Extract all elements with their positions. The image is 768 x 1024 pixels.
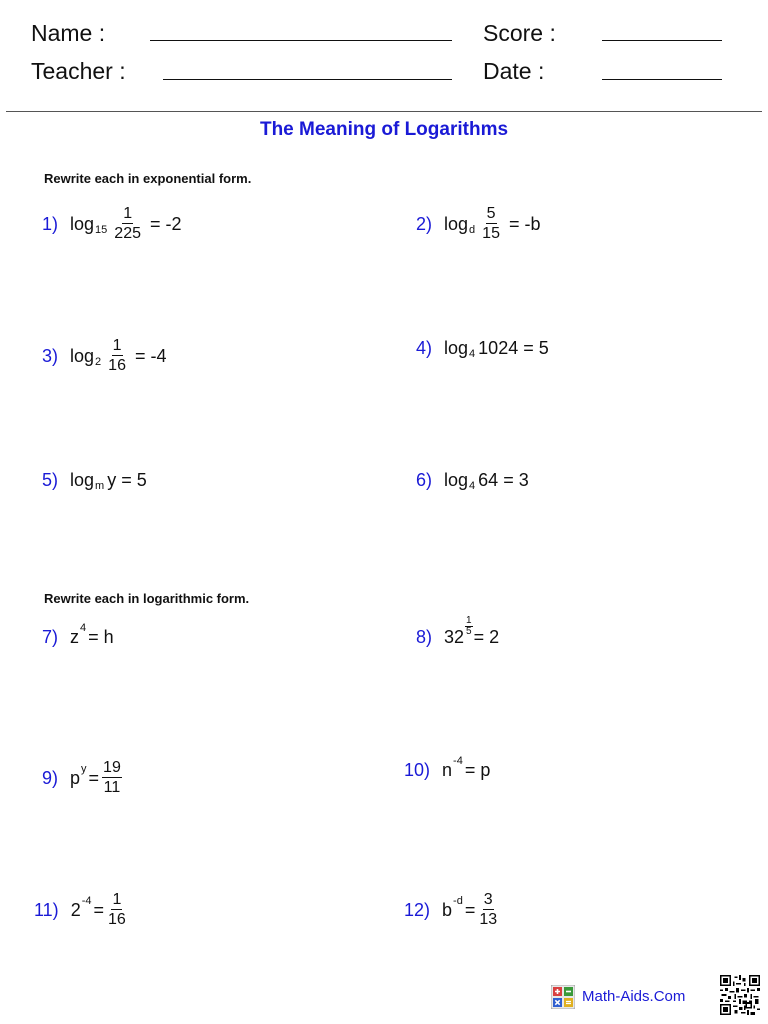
fraction-numerator: 3 (483, 891, 493, 908)
problem-5 (42, 469, 147, 491)
log-word: log (70, 345, 95, 366)
fraction-denominator: 225 (114, 225, 141, 242)
log-base: 4 (469, 480, 476, 492)
rhs-fraction (102, 759, 122, 796)
problem-number: 1) (42, 213, 59, 234)
problem-number: 9) (42, 767, 59, 788)
problem-8 (416, 614, 500, 648)
fraction-numerator: 1 (112, 891, 122, 908)
name-field-line[interactable] (150, 40, 452, 41)
problem-12 (404, 891, 501, 928)
log-argument: y (107, 470, 117, 490)
equation-rhs: = -2 (150, 213, 182, 234)
equation-rhs: = p (464, 760, 491, 780)
problem-number: 3) (42, 345, 59, 366)
problem-number: 7) (42, 627, 59, 647)
problem-6 (416, 469, 529, 491)
teacher-label: Teacher : (31, 58, 126, 84)
fraction-denominator: 16 (108, 911, 126, 928)
problem-3 (42, 337, 167, 374)
problem-10 (404, 755, 491, 781)
equation-rhs: = -b (508, 213, 541, 234)
log-word: log (70, 213, 95, 234)
fraction-numerator: 1 (466, 614, 472, 626)
fraction-denominator: 11 (103, 779, 121, 796)
date-label: Date : (483, 58, 545, 84)
equation-rhs: = 2 (473, 627, 500, 647)
footer-brand-link[interactable]: Math-Aids.Com (582, 988, 686, 1005)
log-base: 4 (469, 348, 476, 360)
problem-number: 11) (34, 899, 59, 920)
worksheet-title: The Meaning of Logarithms (259, 119, 509, 140)
log-base: 2 (95, 355, 102, 368)
log-base: d (469, 223, 476, 236)
section-instruction-exponential: Rewrite each in exponential form. (44, 171, 252, 186)
power-exponent: -4 (453, 755, 463, 767)
section-instruction-logarithmic: Rewrite each in logarithmic form. (44, 591, 250, 606)
problem-4 (416, 337, 549, 359)
log-argument: 64 (478, 470, 499, 490)
fraction-numerator: 19 (103, 759, 121, 776)
problem-number: 4) (416, 338, 433, 358)
problem-11 (34, 891, 130, 928)
problem-number: 5) (42, 470, 59, 490)
problem-7 (42, 622, 114, 648)
problem-number: 10) (404, 760, 431, 780)
header-divider (6, 111, 762, 112)
fraction-denominator: 13 (479, 911, 498, 928)
log-argument: 1024 (478, 338, 519, 358)
power-exponent: -4 (81, 894, 92, 907)
rhs-fraction (478, 891, 498, 928)
power-exponent: y (81, 762, 87, 775)
equation-rhs: = -4 (134, 345, 167, 366)
equation-rhs: = 3 (503, 470, 529, 490)
power-exponent: -d (453, 894, 463, 907)
equals-sign: = (464, 899, 476, 920)
teacher-field-line[interactable] (163, 79, 452, 80)
equation-rhs: = h (88, 627, 114, 647)
log-argument-fraction (107, 337, 127, 374)
log-argument-fraction (113, 205, 142, 242)
equals-sign: = (88, 767, 100, 788)
fraction-numerator: 1 (123, 205, 133, 222)
equation-rhs: = 5 (523, 338, 549, 358)
math-aids-logo-icon[interactable] (551, 985, 575, 1009)
fraction-numerator: 5 (486, 205, 496, 222)
problem-2 (416, 205, 541, 242)
fraction-denominator: 5 (466, 625, 472, 637)
date-field-line[interactable] (602, 79, 722, 80)
name-label: Name : (31, 20, 106, 46)
problem-1 (42, 205, 182, 242)
log-base: 15 (95, 223, 108, 236)
equals-sign: = (93, 899, 104, 920)
problem-number: 8) (416, 627, 433, 647)
problem-9 (42, 759, 125, 796)
power-base: z (70, 627, 80, 647)
score-label: Score : (483, 20, 556, 46)
power-base: 32 (444, 627, 465, 647)
power-exponent-fraction (465, 616, 473, 637)
power-base: 2 (70, 899, 81, 920)
power-base: n (442, 760, 453, 780)
power-exponent: 4 (80, 622, 87, 634)
qr-code-icon (720, 975, 760, 1015)
fraction-denominator: 15 (482, 225, 500, 242)
equation-rhs: = 5 (121, 470, 147, 490)
problem-number: 6) (416, 470, 433, 490)
score-field-line[interactable] (602, 40, 722, 41)
fraction-denominator: 16 (108, 357, 126, 374)
problem-number: 2) (416, 213, 433, 234)
power-base: b (442, 899, 453, 920)
log-word: log (70, 470, 95, 490)
power-base: p (70, 767, 81, 788)
log-word: log (444, 470, 469, 490)
rhs-fraction (107, 891, 127, 928)
log-argument-fraction (481, 205, 501, 242)
problem-number: 12) (404, 899, 431, 920)
log-word: log (444, 338, 469, 358)
log-base: m (95, 480, 105, 492)
log-word: log (444, 213, 469, 234)
fraction-numerator: 1 (112, 337, 122, 354)
